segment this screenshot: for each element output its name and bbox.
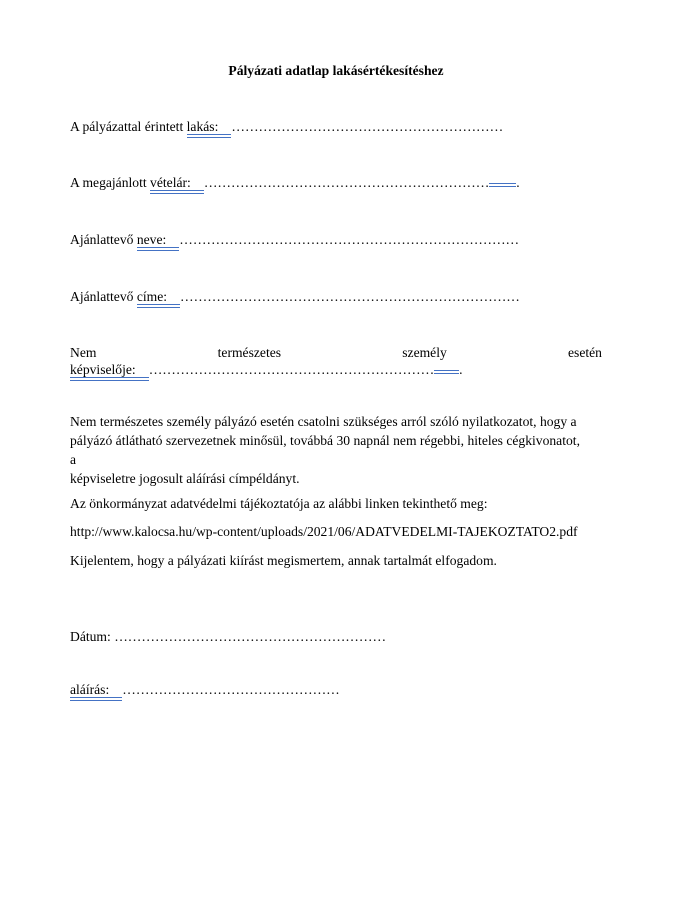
field-bidder-address-label: Ajánlattevő	[70, 289, 137, 304]
field-bidder-name	[70, 231, 602, 251]
attachments-paragraph	[70, 412, 602, 488]
field-date-label: Dátum:	[70, 629, 115, 644]
field-bidder-name-dotted-blank: …………………………………………………………………	[179, 232, 520, 247]
field-representative-inserted-word: képviselője:	[70, 362, 149, 381]
field-price-tail: .	[516, 175, 520, 190]
field-representative-dotted-blank: ………………………………………………………	[148, 362, 435, 377]
field-representative-tail: .	[459, 362, 463, 377]
field-date-dotted-blank: ……………………………………………………	[114, 629, 387, 644]
field-signature-dotted-blank: …………………………………………	[122, 682, 340, 697]
field-price-dotted-blank: ………………………………………………………	[203, 175, 490, 190]
page-title: Pályázati adatlap lakásértékesítéshez	[228, 63, 444, 78]
field-price-inserted-blank-underline	[489, 176, 516, 187]
field-price	[70, 174, 602, 194]
representative-word-1: Nem	[70, 345, 97, 360]
privacy-policy-url[interactable]: http://www.kalocsa.hu/wp-content/uploads/2021/06/ADATVEDELMI-TAJEKOZTATO2.pdf	[70, 524, 578, 539]
field-apartment-label: A pályázattal érintett	[70, 119, 187, 134]
representative-word-3: személy	[402, 345, 447, 360]
field-bidder-address-dotted-blank: …………………………………………………………………	[180, 289, 520, 304]
field-date	[70, 628, 602, 645]
field-price-label: A megajánlott	[70, 175, 151, 190]
field-signature-inserted-word: aláírás:	[70, 682, 122, 701]
field-representative	[70, 361, 602, 381]
attachments-paragraph-line: a	[70, 452, 77, 467]
attachments-paragraph-line: pályázó átlátható szervezetnek minősül, továbbá 30 napnál nem régebbi, hiteles cégkivonatot,	[70, 433, 580, 448]
field-price-inserted-word: vételár:	[150, 175, 204, 194]
field-bidder-name-label: Ajánlattevő	[70, 232, 137, 247]
field-apartment-dotted-blank: ……………………………………………………	[231, 119, 504, 134]
attachments-paragraph-line: Nem természetes személy pályázó esetén csatolni szükséges arról szóló nyilatkozatot, hogy a	[70, 414, 577, 429]
privacy-notice-text: Az önkormányzat adatvédelmi tájékoztatója az alábbi linken tekinthető meg:	[70, 496, 488, 511]
field-signature	[70, 681, 602, 701]
field-representative-inserted-blank-underline	[434, 363, 459, 374]
representative-word-2: természetes	[217, 345, 282, 360]
attachments-paragraph-line: képviseletre jogosult aláírási címpéldányt.	[70, 471, 300, 486]
representative-word-4: esetén	[568, 345, 602, 360]
field-representative-justified-line	[70, 344, 602, 361]
declaration-text: Kijelentem, hogy a pályázati kiírást megismertem, annak tartalmát elfogadom.	[70, 553, 497, 568]
field-apartment	[70, 118, 602, 138]
field-bidder-address	[70, 288, 602, 308]
field-bidder-address-inserted-word: címe:	[137, 289, 180, 308]
field-apartment-inserted-word: lakás:	[187, 119, 232, 138]
field-bidder-name-inserted-word: neve:	[137, 232, 179, 251]
